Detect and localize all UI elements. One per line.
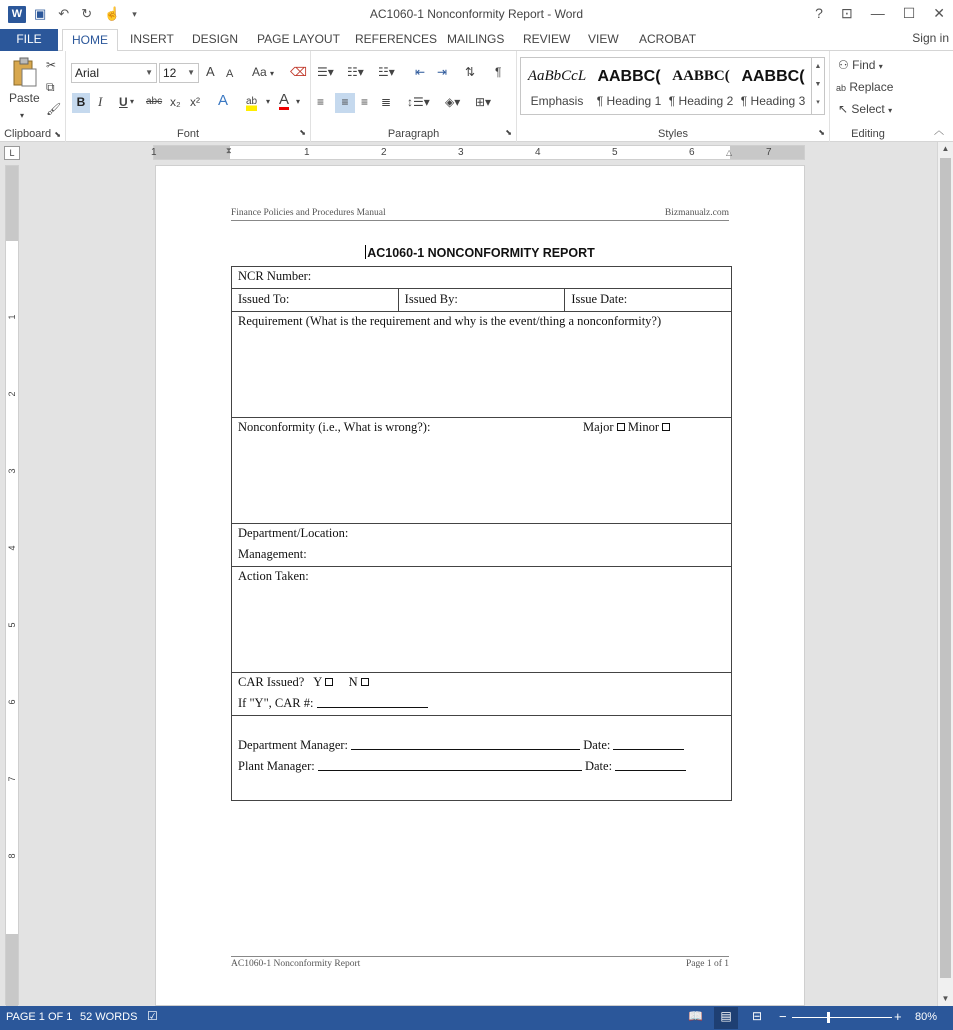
justify-icon[interactable]: ≣ bbox=[381, 95, 392, 109]
superscript-button[interactable]: x² bbox=[190, 95, 200, 109]
dept-manager-line: Department Manager: Date: bbox=[238, 738, 684, 753]
zoom-in-button[interactable]: + bbox=[894, 1009, 902, 1024]
increase-indent-icon[interactable]: ⇥ bbox=[437, 65, 448, 79]
car-yes-checkbox[interactable] bbox=[325, 678, 333, 686]
tab-acrobat[interactable]: ACROBAT bbox=[639, 32, 697, 46]
customize-qat-icon[interactable]: ▾ bbox=[132, 9, 137, 19]
italic-button[interactable]: I bbox=[98, 94, 103, 109]
tab-review[interactable]: REVIEW bbox=[523, 32, 571, 46]
cut-icon[interactable]: ✂ bbox=[46, 58, 57, 72]
header-right: Bizmanualz.com bbox=[664, 208, 729, 218]
show-formatting-button[interactable]: ¶ bbox=[495, 65, 502, 79]
severity-options: Major Minor bbox=[583, 420, 670, 435]
plant-manager-field[interactable] bbox=[318, 770, 582, 771]
window-controls bbox=[815, 5, 945, 22]
grow-font-button[interactable]: A bbox=[206, 64, 215, 79]
subscript-button[interactable]: x₂ bbox=[170, 95, 181, 109]
styles-gallery bbox=[520, 57, 825, 115]
status-bar bbox=[0, 1006, 953, 1030]
decrease-indent-icon[interactable]: ⇤ bbox=[415, 65, 426, 79]
footer-right: Page 1 of 1 bbox=[685, 959, 729, 969]
align-left-icon[interactable]: ≡ bbox=[317, 95, 325, 109]
tab-references[interactable]: REFERENCES bbox=[355, 32, 438, 46]
window-title: AC1060-1 Nonconformity Report - Word bbox=[369, 7, 584, 21]
underline-button[interactable]: U bbox=[119, 95, 128, 109]
styles-label: Styles ⬊ bbox=[658, 128, 825, 140]
sort-icon[interactable]: ⇅ bbox=[465, 65, 476, 79]
zoom-level[interactable]: 80% bbox=[915, 1011, 938, 1023]
shrink-font-button[interactable]: A bbox=[226, 68, 234, 80]
ribbon bbox=[0, 51, 953, 142]
close-button[interactable]: ✕ bbox=[933, 5, 945, 21]
find-button[interactable]: ⚇ Find ▾ bbox=[838, 58, 883, 72]
zoom-slider-thumb[interactable] bbox=[827, 1012, 830, 1023]
paste-dropdown-icon[interactable]: ▾ bbox=[20, 111, 25, 120]
header-left: Finance Policies and Procedures Manual bbox=[231, 208, 386, 218]
change-case-button[interactable]: Aa ▾ bbox=[252, 65, 275, 79]
major-checkbox[interactable] bbox=[617, 423, 625, 431]
issued-by-cell[interactable]: Issued By: bbox=[399, 289, 566, 311]
cursor-icon: ↖ bbox=[838, 102, 849, 116]
tab-page-layout[interactable]: PAGE LAYOUT bbox=[257, 32, 340, 46]
styles-group bbox=[517, 51, 830, 142]
zoom-out-button[interactable]: − bbox=[779, 1009, 787, 1024]
issue-row bbox=[232, 289, 731, 312]
font-label: Font ⬊ bbox=[176, 128, 306, 140]
vertical-ruler[interactable]: 1 2 3 4 5 6 7 8 bbox=[5, 165, 19, 1005]
numbering-icon[interactable]: ☷▾ bbox=[347, 65, 364, 79]
tab-mailings[interactable]: MAILINGS bbox=[447, 32, 505, 46]
indent-marker[interactable]: ⧗ bbox=[226, 146, 232, 155]
plant-manager-date-field[interactable] bbox=[615, 770, 686, 771]
requirement-row[interactable]: Requirement (What is the requirement and why is the event/thing a nonconformity?) bbox=[232, 312, 731, 418]
touch-mode-icon[interactable]: ☝ bbox=[104, 6, 121, 21]
scroll-up-arrow[interactable]: ▲ bbox=[941, 144, 950, 153]
web-layout-icon[interactable]: ⊟ bbox=[752, 1009, 763, 1023]
highlight-button[interactable]: ab bbox=[246, 93, 257, 111]
binoculars-icon: ⚇ bbox=[838, 58, 849, 72]
word-app-icon[interactable]: W bbox=[8, 6, 26, 23]
styles-scroll[interactable]: ▲ ▼ ▾ bbox=[811, 58, 824, 114]
style-emphasis[interactable]: AaBbCcL Emphasis bbox=[527, 68, 587, 108]
scroll-down-arrow[interactable]: ▼ bbox=[941, 994, 950, 1003]
dept-manager-date-field[interactable] bbox=[613, 749, 684, 750]
horizontal-ruler[interactable]: 1 1 2 3 4 5 6 7 ⧗ △ bbox=[153, 145, 805, 160]
clipboard-icon bbox=[10, 57, 38, 89]
borders-icon[interactable]: ⊞▾ bbox=[475, 95, 492, 109]
ribbon-display-options-button[interactable]: ⊡ bbox=[840, 5, 853, 21]
car-row bbox=[232, 673, 731, 716]
car-issued-line: CAR Issued? Y N bbox=[238, 675, 369, 690]
dept-manager-field[interactable] bbox=[351, 749, 580, 750]
proofing-icon[interactable]: ☑ bbox=[147, 1009, 158, 1023]
font-group bbox=[66, 51, 311, 142]
tab-view[interactable]: VIEW bbox=[588, 32, 619, 46]
paragraph-group bbox=[311, 51, 517, 142]
tab-home[interactable]: HOME bbox=[62, 29, 118, 52]
clipboard-label: Clipboard ⬊ bbox=[4, 128, 61, 140]
print-layout-icon[interactable]: ▤ bbox=[714, 1007, 738, 1029]
redo-icon[interactable]: ↻ bbox=[81, 6, 93, 21]
tab-file[interactable]: FILE bbox=[0, 29, 58, 51]
word-count[interactable]: 52 WORDS bbox=[80, 1011, 138, 1023]
bullets-icon[interactable]: ☰▾ bbox=[317, 65, 334, 79]
plant-manager-line: Plant Manager: Date: bbox=[238, 759, 686, 774]
minimize-button[interactable]: — bbox=[870, 5, 885, 21]
tab-design[interactable]: DESIGN bbox=[192, 32, 239, 46]
read-mode-icon[interactable]: 📖 bbox=[688, 1009, 703, 1023]
clear-formatting-icon[interactable]: ⌫ bbox=[290, 65, 307, 79]
issued-to-cell[interactable]: Issued To: bbox=[232, 289, 399, 311]
editing-group bbox=[830, 51, 906, 142]
tab-selector[interactable]: L bbox=[4, 146, 20, 160]
text-effects-button[interactable]: A bbox=[218, 92, 229, 109]
nonconformity-form bbox=[231, 266, 732, 801]
help-button[interactable]: ? bbox=[815, 5, 823, 21]
font-color-dropdown-icon[interactable]: ▾ bbox=[296, 97, 301, 106]
editing-label: Editing bbox=[851, 128, 885, 140]
car-number-line: If "Y", CAR #: bbox=[238, 696, 428, 711]
footer-rule bbox=[231, 956, 729, 957]
format-painter-icon[interactable]: 🖌 bbox=[46, 102, 62, 116]
font-color-button[interactable]: A bbox=[279, 91, 290, 108]
header-rule bbox=[231, 220, 729, 221]
action-taken-row[interactable]: Action Taken: bbox=[232, 567, 731, 673]
save-icon[interactable]: ▣ bbox=[34, 6, 47, 21]
font-size-dropdown[interactable]: 12 ▼ bbox=[159, 63, 199, 83]
maximize-button[interactable]: ☐ bbox=[902, 5, 916, 21]
nonconformity-row[interactable]: Nonconformity (i.e., What is wrong?): Major Minor bbox=[232, 418, 731, 524]
page-count[interactable]: PAGE 1 OF 1 bbox=[6, 1011, 73, 1023]
line-spacing-icon[interactable]: ↕☰▾ bbox=[407, 95, 430, 109]
ribbon-tabs bbox=[0, 29, 953, 51]
department-row[interactable]: Department/Location: Management: bbox=[232, 524, 731, 567]
align-center-icon[interactable]: ≡ bbox=[335, 93, 355, 113]
footer-left: AC1060-1 Nonconformity Report bbox=[231, 959, 361, 969]
style-heading-1[interactable]: AABBC( ¶ Heading 1 bbox=[596, 68, 662, 108]
right-indent-marker[interactable]: △ bbox=[726, 148, 733, 157]
issue-date-cell[interactable]: Issue Date: bbox=[571, 292, 628, 306]
ncr-number-row[interactable]: NCR Number: bbox=[232, 267, 731, 289]
highlight-dropdown-icon[interactable]: ▾ bbox=[266, 97, 271, 106]
car-no-checkbox[interactable] bbox=[361, 678, 369, 686]
style-heading-3[interactable]: AABBC( ¶ Heading 3 bbox=[740, 68, 806, 108]
minor-checkbox[interactable] bbox=[662, 423, 670, 431]
title-bar bbox=[0, 0, 953, 29]
paste-button[interactable] bbox=[10, 57, 38, 89]
bold-button[interactable]: B bbox=[72, 93, 90, 113]
font-name-dropdown[interactable]: Arial ▼ bbox=[71, 63, 157, 83]
strikethrough-button[interactable]: abc bbox=[146, 96, 163, 107]
paragraph-label: Paragraph ⬊ bbox=[387, 128, 512, 140]
collapse-ribbon-icon[interactable]: ︿ bbox=[934, 126, 944, 137]
copy-icon[interactable]: ⧉ bbox=[46, 80, 55, 94]
align-right-icon[interactable]: ≡ bbox=[361, 95, 369, 109]
paste-label[interactable]: Paste bbox=[9, 91, 40, 105]
zoom-slider[interactable] bbox=[792, 1017, 892, 1018]
multilevel-list-icon[interactable]: ☳▾ bbox=[378, 65, 395, 79]
replace-icon: ab bbox=[836, 83, 847, 93]
signatures-row bbox=[232, 716, 731, 800]
document-page[interactable] bbox=[155, 165, 805, 1006]
vertical-scrollbar[interactable] bbox=[937, 142, 953, 1006]
clipboard-group bbox=[0, 51, 66, 142]
style-heading-2[interactable]: AABBC( ¶ Heading 2 bbox=[668, 68, 734, 108]
document-title: AC1060-1 NONCONFORMITY REPORT bbox=[367, 246, 595, 260]
sign-in-link[interactable]: Sign in bbox=[912, 31, 949, 45]
shading-icon[interactable]: ◈▾ bbox=[445, 95, 461, 109]
car-number-field[interactable] bbox=[317, 707, 428, 708]
replace-button[interactable]: ab Replace bbox=[836, 80, 894, 94]
scroll-thumb[interactable] bbox=[940, 158, 951, 978]
select-button[interactable]: ↖ Select ▾ bbox=[838, 102, 893, 116]
tab-insert[interactable]: INSERT bbox=[130, 32, 174, 46]
underline-dropdown-icon[interactable]: ▾ bbox=[130, 97, 135, 106]
undo-icon[interactable]: ↶ bbox=[58, 6, 70, 21]
